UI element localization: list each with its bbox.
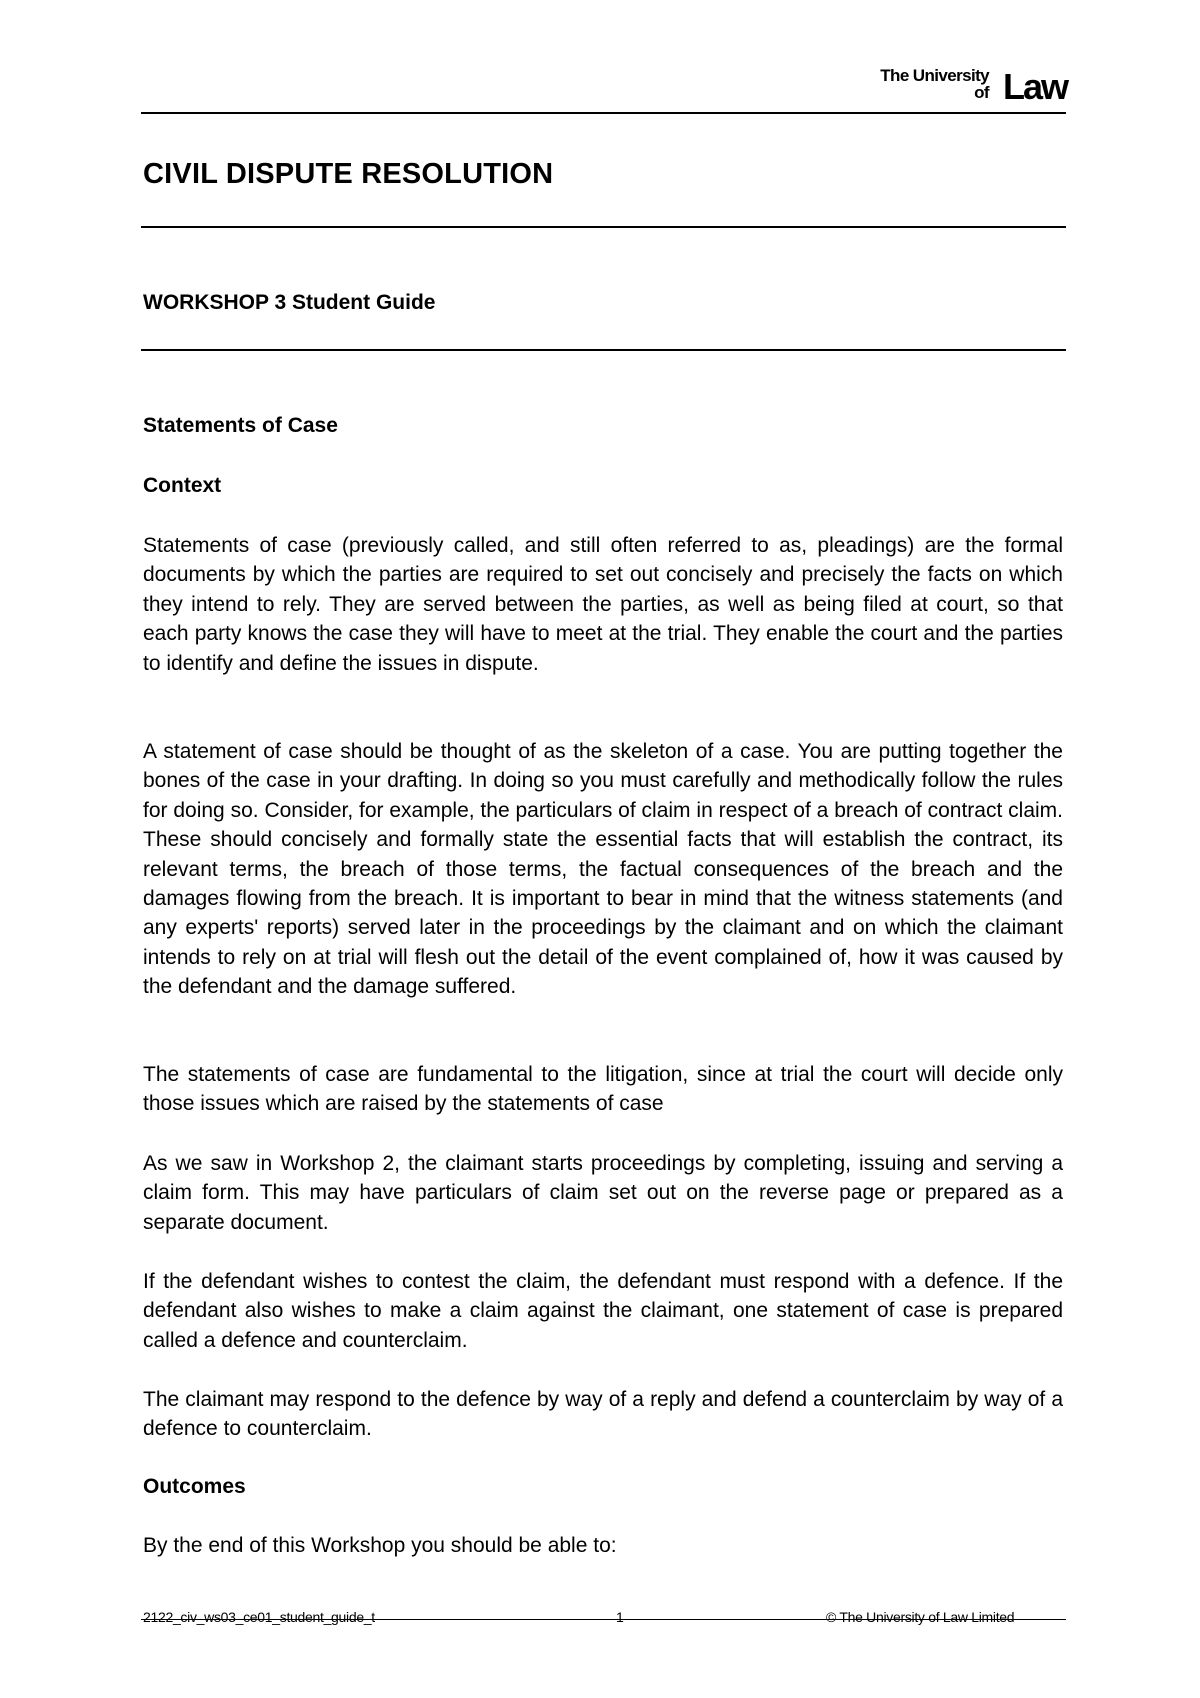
divider-under-subtitle bbox=[141, 349, 1066, 351]
divider-under-title bbox=[141, 226, 1066, 228]
page-title: CIVIL DISPUTE RESOLUTION bbox=[143, 158, 554, 190]
paragraph-1: Statements of case (previously called, and still often referred to as, pleadings) are the formal documents by which the parties are required to set out concisely and precisely the facts on which they intend to rely. They are served between the parties, as well as being filed at court, so that each party knows the case they will have to meet at the trial. They enable the court and the parties to identify and define the issues in dispute. bbox=[143, 534, 1063, 675]
divider-top bbox=[141, 112, 1066, 114]
university-logo bbox=[857, 66, 1067, 107]
paragraph-5: If the defendant wishes to contest the claim, the defendant must respond with a defence. If the defendant also wishes to make a claim against the claimant, one statement of case is prepared called a defence and counterclaim. bbox=[143, 1270, 1063, 1352]
footer-page-number: 1 bbox=[616, 1609, 624, 1625]
context-heading: Context bbox=[143, 474, 222, 497]
section-title: Statements of Case bbox=[143, 414, 338, 437]
paragraph-6: The claimant may respond to the defence by way of a reply and defend a counterclaim by way of a defence to counterclaim. bbox=[143, 1388, 1063, 1441]
paragraph-4: As we saw in Workshop 2, the claimant starts proceedings by completing, issuing and serving a claim form. This may have particulars of claim set out on the reverse page or prepared as a separate document. bbox=[143, 1152, 1063, 1234]
paragraph-2: A statement of case should be thought of as the skeleton of a case. You are putting together the bones of the case in your drafting. In doing so you must carefully and methodically follow the rules for doing so. Consider, for example, the particulars of claim in respect of a breach of contract claim. These should concisely and formally state the essential facts that will establish the contract, its relevant terms, the breach of those terms, the factual consequences of the breach and the damages flowing from the breach. It is important to bear in mind that the witness statements (and any experts' reports) served later in the proceedings by the claimant and on which the claimant intends to rely on at trial will flesh out the detail of the event complained of, how it was caused by the defendant and the damage suffered. bbox=[143, 740, 1063, 999]
logo-line-3: Law bbox=[1002, 66, 1067, 107]
outcomes-heading: Outcomes bbox=[143, 1475, 246, 1498]
logo-line-2: of bbox=[974, 83, 989, 102]
logo-line-1: The University bbox=[880, 66, 989, 85]
paragraph-3: The statements of case are fundamental to the litigation, since at trial the court will decide only those issues which are raised by the statements of case bbox=[143, 1063, 1063, 1116]
outcomes-intro: By the end of this Workshop you should be able to: bbox=[143, 1534, 617, 1557]
workshop-subtitle: WORKSHOP 3 Student Guide bbox=[143, 291, 436, 314]
footer-doc-ref: 2122_civ_ws03_ce01_student_guide_t bbox=[143, 1609, 375, 1625]
footer-copyright: © The University of Law Limited bbox=[826, 1609, 1015, 1625]
